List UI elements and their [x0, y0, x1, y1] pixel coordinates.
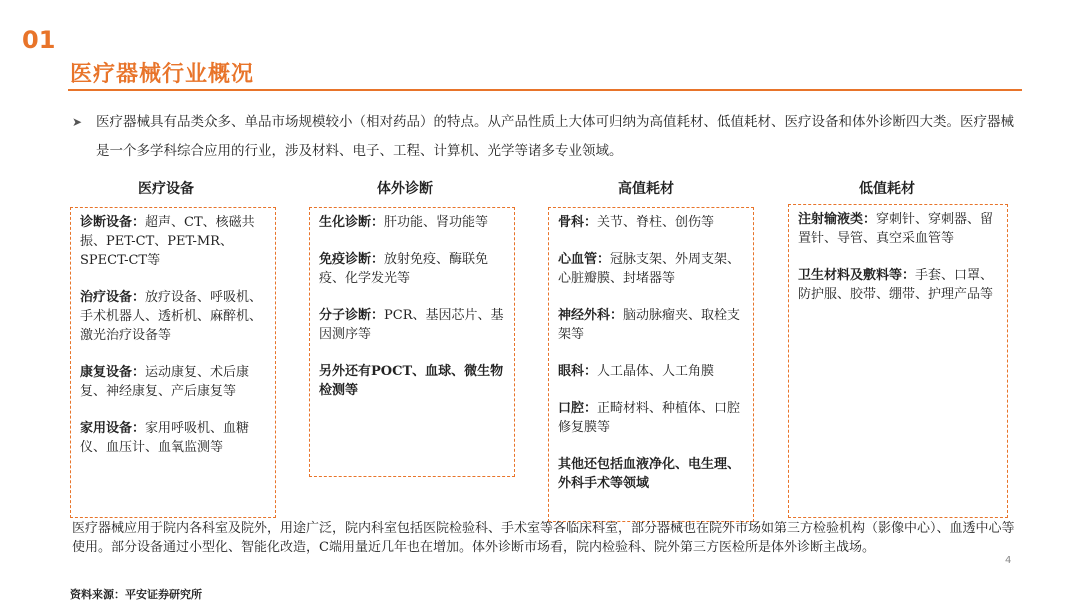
intro-bullet — [72, 108, 1022, 166]
column-header-ivd: 体外诊断 — [377, 181, 433, 197]
category-box-high-value-consumables — [548, 207, 754, 522]
category-item: 心血管：冠脉支架、外周支架、心脏瓣膜、封堵器等 — [558, 252, 741, 286]
category-box-medical-equipment — [70, 207, 276, 518]
category-item: 生化诊断：肝功能、肾功能等 — [319, 215, 489, 230]
category-item: 其他还包括血液净化、电生理、外科手术等领域 — [558, 457, 741, 491]
category-item: 卫生材料及敷料等：手套、口罩、防护服、胶带、绷带、护理产品等 — [798, 268, 994, 302]
category-item: 另外还有POCT、血球、微生物检测等 — [319, 364, 504, 398]
category-item: 眼科：人工晶体、人工角膜 — [558, 364, 715, 379]
section-number: 01 — [22, 26, 56, 54]
intro-text: 医疗器械具有品类众多、单品市场规模较小（相对药品）的特点。从产品性质上大体可归纳为高值耗材、低值耗材、医疗设备和体外诊断四大类。医疗器械是一个多学科综合应用的行业，涉及材料、电子、工程、计算机、光学等诸多专业领域。 — [96, 114, 1014, 159]
arrow-right-icon: ➤ — [72, 115, 83, 129]
category-item: 康复设备：运动康复、术后康复、神经康复、产后康复等 — [80, 365, 250, 399]
column-header-high-value-consumables: 高值耗材 — [618, 181, 674, 197]
category-item: 骨科：关节、脊柱、创伤等 — [558, 215, 715, 230]
title-divider — [68, 89, 1022, 91]
footer-note: 医疗器械应用于院内各科室及院外，用途广泛，院内科室包括医院检验科、手术室等各临床科室，部分器械也在院外市场如第三方检验机构（影像中心）、血透中心等使用。部分设备通过小型化、智能化改造，C端用量近几年也在增加。体外诊断市场看，院内检验科、院外第三方医检所是体外诊断主战场。 — [72, 521, 1015, 555]
category-box-low-value-consumables — [788, 204, 1008, 518]
category-item: 神经外科：脑动脉瘤夹、取栓支架等 — [558, 308, 741, 342]
category-item: 分子诊断：PCR、基因芯片、基因测序等 — [319, 308, 504, 342]
category-box-ivd — [309, 207, 515, 477]
column-header-medical-equipment: 医疗设备 — [138, 181, 194, 197]
page-number: 4 — [1005, 555, 1012, 566]
category-item: 口腔：正畸材料、种植体、口腔修复膜等 — [558, 401, 741, 435]
category-item: 家用设备：家用呼吸机、血糖仪、血压计、血氧监测等 — [80, 421, 250, 455]
category-item: 治疗设备：放疗设备、呼吸机、手术机器人、透析机、麻醉机、激光治疗设备等 — [80, 290, 263, 343]
page-title: 医疗器械行业概况 — [70, 62, 255, 87]
category-item: 注射输液类：穿刺针、穿刺器、留置针、导管、真空采血管等 — [798, 212, 994, 246]
source-note: 资料来源：平安证券研究所 — [70, 588, 202, 601]
category-item: 免疫诊断：放射免疫、酶联免疫、化学发光等 — [319, 252, 489, 286]
column-header-low-value-consumables: 低值耗材 — [859, 181, 915, 197]
category-item: 诊断设备：超声、CT、核磁共振、PET-CT、PET-MR、SPECT-CT等 — [80, 215, 255, 268]
